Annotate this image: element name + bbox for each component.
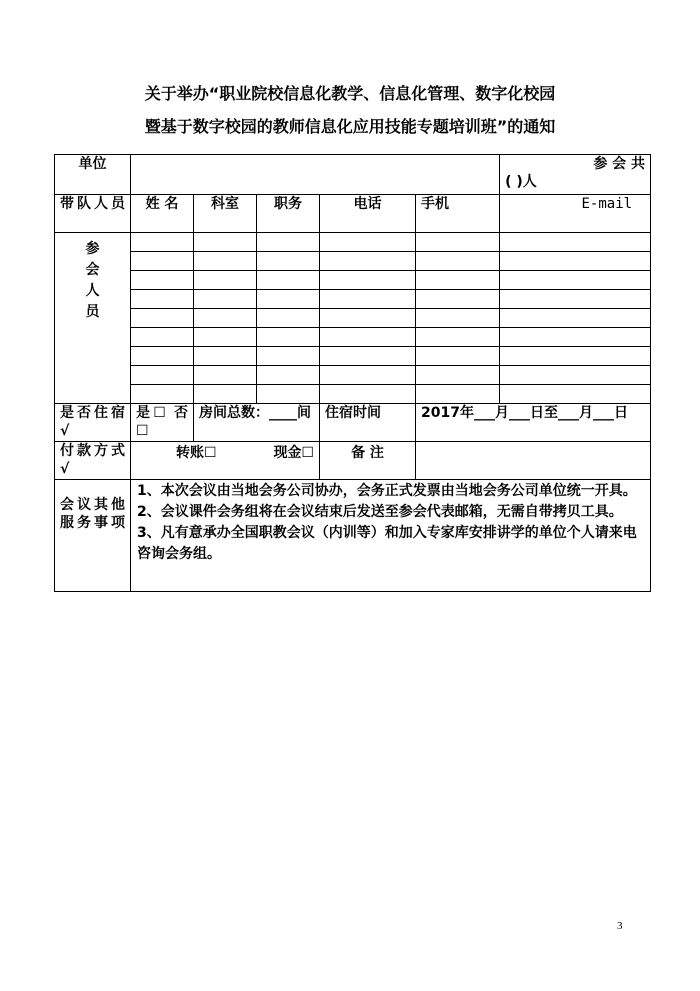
leader-row xyxy=(55,195,651,233)
attendee-cell[interactable] xyxy=(257,366,320,385)
attendee-cell[interactable] xyxy=(320,290,416,309)
leader-label: 带队人员 xyxy=(55,195,131,233)
lodging-label: 是否住宿√ xyxy=(55,404,131,442)
attendee-cell[interactable] xyxy=(257,233,320,252)
attendee-row xyxy=(55,309,651,328)
attendees-label-char: 员 xyxy=(85,304,100,320)
header-email-text: E-mail xyxy=(581,196,633,212)
attendee-total-cell[interactable] xyxy=(500,155,651,195)
attendee-row xyxy=(55,347,651,366)
attendee-cell[interactable] xyxy=(320,309,416,328)
other-services-row xyxy=(55,480,651,592)
attendee-cell[interactable] xyxy=(416,347,500,366)
attendee-cell[interactable] xyxy=(131,347,194,366)
attendee-cell[interactable] xyxy=(257,290,320,309)
attendee-row xyxy=(55,233,651,252)
document-title-line-2: 暨基于数字校园的教师信息化应用技能专题培训班”的通知 xyxy=(144,117,556,136)
attendee-cell[interactable] xyxy=(257,385,320,404)
note-item: 3、凡有意承办全国职教会议（内训等）和加入专家库安排讲学的单位个人请来电咨询会务组。 xyxy=(137,525,637,562)
attendee-cell[interactable] xyxy=(131,366,194,385)
attendee-row xyxy=(55,290,651,309)
attendee-total-line-2: ( )人 xyxy=(505,174,537,190)
attendee-cell[interactable] xyxy=(194,347,257,366)
page-number: 3 xyxy=(617,920,623,932)
attendee-cell[interactable] xyxy=(320,328,416,347)
room-total-field[interactable]: 房间总数：____间 xyxy=(194,404,320,442)
payment-cash-checkbox[interactable]: 现金☐ xyxy=(273,445,314,461)
attendee-cell[interactable] xyxy=(416,271,500,290)
attendees-label-char: 会 xyxy=(85,262,100,278)
unit-row xyxy=(55,155,651,195)
attendee-cell[interactable] xyxy=(194,309,257,328)
payment-transfer-checkbox[interactable]: 转账☐ xyxy=(176,445,217,461)
attendees-label xyxy=(55,233,131,404)
attendee-row xyxy=(55,328,651,347)
attendee-cell[interactable] xyxy=(194,290,257,309)
attendee-cell[interactable] xyxy=(257,252,320,271)
remarks-field[interactable] xyxy=(416,442,651,480)
attendee-cell[interactable] xyxy=(500,309,651,328)
remarks-label: 备 注 xyxy=(320,442,416,480)
note-item: 2、会议课件会务组将在会议结束后发送至参会代表邮箱，无需自带拷贝工具。 xyxy=(137,504,623,520)
attendee-row xyxy=(55,366,651,385)
attendee-cell[interactable] xyxy=(131,290,194,309)
registration-form-table xyxy=(54,154,651,592)
lodging-time-field[interactable]: 2017年___月___日至___月___日 xyxy=(416,404,651,442)
attendee-cell[interactable] xyxy=(194,328,257,347)
attendee-cell[interactable] xyxy=(500,252,651,271)
other-services-notes xyxy=(131,480,651,592)
attendee-cell[interactable] xyxy=(416,233,500,252)
attendee-row xyxy=(55,271,651,290)
attendee-cell[interactable] xyxy=(257,271,320,290)
attendee-cell[interactable] xyxy=(500,290,651,309)
unit-label: 单位 xyxy=(55,155,131,195)
attendee-row xyxy=(55,252,651,271)
attendee-row xyxy=(55,385,651,404)
attendee-cell[interactable] xyxy=(131,233,194,252)
note-item: 1、本次会议由当地会务公司协办，会务正式发票由当地会务公司单位统一开具。 xyxy=(137,483,637,499)
attendee-cell[interactable] xyxy=(320,347,416,366)
header-position: 职务 xyxy=(257,195,320,233)
attendee-cell[interactable] xyxy=(320,385,416,404)
attendee-cell[interactable] xyxy=(416,385,500,404)
attendee-cell[interactable] xyxy=(257,309,320,328)
attendee-cell[interactable] xyxy=(500,328,651,347)
unit-value-cell[interactable] xyxy=(131,155,500,195)
attendee-cell[interactable] xyxy=(416,366,500,385)
attendee-cell[interactable] xyxy=(416,290,500,309)
payment-row xyxy=(55,442,651,480)
attendee-cell[interactable] xyxy=(131,328,194,347)
payment-label: 付款方式√ xyxy=(55,442,131,480)
attendee-cell[interactable] xyxy=(416,252,500,271)
document-title-line-1: 关于举办“职业院校信息化教学、信息化管理、数字化校园 xyxy=(144,84,556,103)
header-email xyxy=(500,195,651,233)
attendee-cell[interactable] xyxy=(320,252,416,271)
attendee-cell[interactable] xyxy=(500,271,651,290)
attendee-cell[interactable] xyxy=(131,385,194,404)
attendee-total-line-1: 参 会 共 xyxy=(593,156,646,172)
attendees-label-char: 人 xyxy=(85,283,100,299)
attendee-cell[interactable] xyxy=(131,252,194,271)
attendee-cell[interactable] xyxy=(500,366,651,385)
header-mobile: 手机 xyxy=(416,195,500,233)
attendees-label-char: 参 xyxy=(85,241,100,257)
attendee-cell[interactable] xyxy=(257,328,320,347)
attendee-cell[interactable] xyxy=(194,233,257,252)
header-phone: 电话 xyxy=(320,195,416,233)
other-services-label-line-2: 服务事项 xyxy=(60,515,125,531)
attendee-cell[interactable] xyxy=(416,309,500,328)
attendee-cell[interactable] xyxy=(320,233,416,252)
other-services-label-line-1: 会议其他 xyxy=(60,497,125,513)
attendee-cell[interactable] xyxy=(257,347,320,366)
attendee-cell[interactable] xyxy=(194,271,257,290)
lodging-row xyxy=(55,404,651,442)
attendee-cell[interactable] xyxy=(131,309,194,328)
attendee-cell[interactable] xyxy=(194,385,257,404)
header-department: 科室 xyxy=(194,195,257,233)
lodging-yes-no-checkboxes[interactable]: 是☐ 否☐ xyxy=(131,404,194,442)
other-services-label xyxy=(55,480,131,592)
attendee-cell[interactable] xyxy=(500,385,651,404)
attendee-cell[interactable] xyxy=(194,366,257,385)
attendee-cell[interactable] xyxy=(194,252,257,271)
payment-options[interactable] xyxy=(131,442,320,480)
attendee-cell[interactable] xyxy=(131,271,194,290)
attendee-cell[interactable] xyxy=(320,366,416,385)
attendee-cell[interactable] xyxy=(416,328,500,347)
attendee-cell[interactable] xyxy=(500,347,651,366)
attendee-cell[interactable] xyxy=(320,271,416,290)
header-name: 姓 名 xyxy=(131,195,194,233)
lodging-time-label: 住宿时间 xyxy=(320,404,416,442)
attendee-cell[interactable] xyxy=(500,233,651,252)
